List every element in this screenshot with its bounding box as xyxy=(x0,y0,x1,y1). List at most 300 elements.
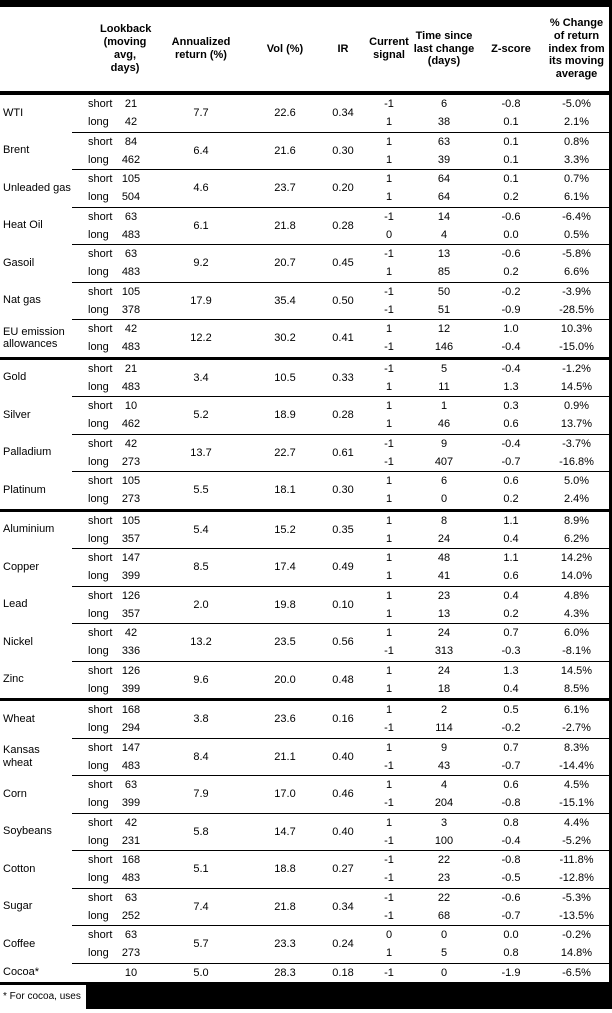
vol-value: 21.6 xyxy=(274,144,296,157)
annualized-return-value: 6.4 xyxy=(193,144,209,157)
current-signal-value: 1 xyxy=(385,607,393,620)
lookback-value: 42 xyxy=(124,437,138,450)
zscore-value: 0.4 xyxy=(503,682,519,695)
time-since-change-value: 407 xyxy=(434,455,454,468)
commodity-name: Copper xyxy=(3,560,40,573)
lookback-value: 273 xyxy=(121,947,141,960)
annualized-return-value: 3.8 xyxy=(193,713,209,726)
column-header-zscore-label: Z-score xyxy=(491,42,531,55)
time-since-change-value: 23 xyxy=(437,872,451,885)
column-header-vol xyxy=(252,7,318,91)
vol-value: 19.8 xyxy=(274,598,296,611)
vol-value: 18.8 xyxy=(274,863,296,876)
commodity-name: Kansas wheat xyxy=(3,744,40,769)
current-signal-value: -1 xyxy=(384,834,394,847)
commodity-group xyxy=(0,851,609,888)
pct-change-value: -28.5% xyxy=(559,303,594,316)
time-since-change-value: 22 xyxy=(437,891,451,904)
column-header-vol-label: Vol (%) xyxy=(266,42,304,55)
column-header-current-signal xyxy=(368,7,410,91)
annualized-return-value: 2.0 xyxy=(193,598,209,611)
vol-value: 23.6 xyxy=(274,713,296,726)
vol-value: 18.9 xyxy=(274,409,296,422)
ir-value: 0.30 xyxy=(332,144,354,157)
period-label: short xyxy=(88,362,113,375)
commodity-group xyxy=(0,926,609,963)
current-signal-value: -1 xyxy=(384,797,394,810)
period-label: short xyxy=(88,854,113,867)
zscore-value: 0.7 xyxy=(503,741,519,754)
lookback-value: 21 xyxy=(124,362,138,375)
commodity-name: WTI xyxy=(3,106,24,119)
time-since-change-value: 9 xyxy=(440,437,448,450)
zscore-value: -0.7 xyxy=(501,759,521,772)
lookback-value: 42 xyxy=(124,816,138,829)
annualized-return-value: 3.4 xyxy=(193,371,209,384)
current-signal-value: 1 xyxy=(385,135,393,148)
time-since-change-value: 85 xyxy=(437,266,451,279)
zscore-value: -0.6 xyxy=(501,891,521,904)
period-label xyxy=(72,964,112,982)
zscore-value: -0.8 xyxy=(501,797,521,810)
zscore-value: -0.8 xyxy=(501,98,521,111)
current-signal-value: -1 xyxy=(384,303,394,316)
ir-value: 0.30 xyxy=(332,484,354,497)
ir-value: 0.46 xyxy=(332,788,354,801)
ir-value: 0.20 xyxy=(332,182,354,195)
time-since-change-value: 48 xyxy=(437,552,451,565)
time-since-change-value: 0 xyxy=(440,493,448,506)
pct-change-value: -5.3% xyxy=(562,891,591,904)
current-signal-value: 1 xyxy=(385,682,393,695)
lookback-value: 168 xyxy=(121,704,141,717)
current-signal-value: 1 xyxy=(385,741,393,754)
pct-change-value: 6.6% xyxy=(563,266,590,279)
pct-change-value: 14.5% xyxy=(560,664,593,677)
time-since-change-value: 9 xyxy=(440,741,448,754)
period-label: short xyxy=(88,437,113,450)
current-signal-value: -1 xyxy=(384,98,394,111)
commodity-group xyxy=(0,739,609,776)
zscore-value: 0.4 xyxy=(503,589,519,602)
lookback-value: 336 xyxy=(121,645,141,658)
ir-value: 0.61 xyxy=(332,446,354,459)
lookback-value: 483 xyxy=(121,872,141,885)
annualized-return-value: 12.2 xyxy=(190,332,212,345)
annualized-return-value: 7.7 xyxy=(193,107,209,120)
pct-change-value: 0.7% xyxy=(563,173,590,186)
period-label: short xyxy=(88,664,113,677)
ir-value: 0.56 xyxy=(332,636,354,649)
time-since-change-value: 6 xyxy=(440,475,448,488)
pct-change-value: -2.7% xyxy=(562,722,591,735)
current-signal-value: 0 xyxy=(385,228,393,241)
time-since-change-value: 114 xyxy=(435,722,453,735)
current-signal-value: 1 xyxy=(385,493,393,506)
current-signal-value: -1 xyxy=(384,891,394,904)
pct-change-value: 6.1% xyxy=(563,704,590,717)
commodity-group xyxy=(0,397,609,434)
period-label: long xyxy=(88,722,109,735)
current-signal-value: -1 xyxy=(384,285,394,298)
period-label: long xyxy=(88,266,109,279)
commodity-group xyxy=(0,701,609,738)
commodity-name: Aluminium xyxy=(3,523,55,536)
commodity-name: Soybeans xyxy=(3,825,52,838)
commodity-name: Sugar xyxy=(3,900,33,913)
time-since-change-value: 6 xyxy=(440,98,448,111)
current-signal-value: 1 xyxy=(385,380,393,393)
ir-value: 0.40 xyxy=(332,825,354,838)
footnote-text: * For cocoa, uses xyxy=(3,991,81,1003)
vol-value: 23.5 xyxy=(274,636,296,649)
zscore-value: 0.0 xyxy=(503,228,519,241)
commodity-group xyxy=(0,889,609,926)
lookback-value: 63 xyxy=(124,891,138,904)
period-label: long xyxy=(88,418,109,431)
period-label: short xyxy=(88,248,113,261)
pct-change-value: 4.3% xyxy=(563,607,590,620)
lookback-value: 399 xyxy=(121,797,141,810)
commodity-group xyxy=(0,95,609,132)
pct-change-value: 14.5% xyxy=(560,380,593,393)
lookback-value: 294 xyxy=(121,722,141,735)
commodity-name: Heat Oil xyxy=(3,219,43,232)
lookback-value: 483 xyxy=(121,266,141,279)
lookback-value: 462 xyxy=(121,418,141,431)
period-label: long xyxy=(88,455,109,468)
zscore-value: 0.0 xyxy=(503,929,519,942)
current-signal-value: 1 xyxy=(385,266,393,279)
commodity-group xyxy=(0,964,609,982)
period-label: short xyxy=(88,323,113,336)
table-footer xyxy=(0,985,612,1009)
ir-value: 0.27 xyxy=(332,863,354,876)
zscore-value: -0.3 xyxy=(501,645,521,658)
lookback-value: 399 xyxy=(121,570,141,583)
pct-change-value: 4.5% xyxy=(563,779,590,792)
lookback-value: 21 xyxy=(124,98,138,111)
annualized-return-value: 5.0 xyxy=(193,966,209,979)
period-label: short xyxy=(88,929,113,942)
period-label: short xyxy=(88,400,113,413)
zscore-value: 0.8 xyxy=(503,816,519,829)
vol-value: 14.7 xyxy=(274,825,296,838)
lookback-value: 462 xyxy=(121,153,141,166)
commodity-name: Nat gas xyxy=(3,294,41,307)
period-label: short xyxy=(88,475,113,488)
column-header-time-since-change-label: Time since last change (days) xyxy=(413,29,475,68)
lookback-value: 231 xyxy=(121,834,141,847)
time-since-change-value: 22 xyxy=(437,854,451,867)
current-signal-value: 1 xyxy=(385,191,393,204)
vol-value: 21.8 xyxy=(274,900,296,913)
vol-value: 21.1 xyxy=(274,750,296,763)
annualized-return-value: 7.9 xyxy=(193,788,209,801)
pct-change-value: -8.1% xyxy=(562,645,591,658)
current-signal-value: -1 xyxy=(384,437,394,450)
zscore-value: 0.6 xyxy=(503,779,519,792)
period-label: short xyxy=(88,891,113,904)
pct-change-value: 0.5% xyxy=(563,228,590,241)
ir-value: 0.34 xyxy=(332,107,354,120)
current-signal-value: 1 xyxy=(385,589,393,602)
lookback-value: 105 xyxy=(121,475,141,488)
vol-value: 15.2 xyxy=(274,523,296,536)
time-since-change-value: 13 xyxy=(437,607,451,620)
commodity-group xyxy=(0,662,609,699)
pct-change-value: -5.0% xyxy=(562,98,591,111)
period-label: short xyxy=(88,135,113,148)
period-label: long xyxy=(88,682,109,695)
time-since-change-value: 13 xyxy=(437,248,451,261)
ir-value: 0.40 xyxy=(332,750,354,763)
zscore-value: -0.8 xyxy=(501,854,521,867)
time-since-change-value: 68 xyxy=(437,909,451,922)
lookback-value: 126 xyxy=(121,664,141,677)
zscore-value: -0.6 xyxy=(501,248,521,261)
time-since-change-value: 4 xyxy=(440,228,448,241)
vol-value: 10.5 xyxy=(274,371,296,384)
annualized-return-value: 4.6 xyxy=(193,182,209,195)
column-header-current-signal-label: Current signal xyxy=(369,36,409,61)
pct-change-value: 8.9% xyxy=(563,514,590,527)
commodity-group xyxy=(0,512,609,549)
zscore-value: -0.4 xyxy=(501,341,521,354)
annualized-return-value: 6.1 xyxy=(193,219,209,232)
time-since-change-value: 146 xyxy=(434,341,454,354)
commodity-name: Zinc xyxy=(3,673,24,686)
lookback-value: 147 xyxy=(121,552,141,565)
pct-change-value: -15.1% xyxy=(559,797,594,810)
current-signal-value: 1 xyxy=(385,552,393,565)
column-header-lookback-label: Lookback (moving avg, days) xyxy=(100,23,152,74)
commodity-group xyxy=(0,549,609,586)
period-label: long xyxy=(88,228,109,241)
column-header-pct-change xyxy=(544,7,609,91)
ir-value: 0.50 xyxy=(332,294,354,307)
period-label: short xyxy=(88,98,113,111)
pct-change-value: 14.8% xyxy=(560,947,593,960)
commodity-name: Brent xyxy=(3,144,30,157)
vol-value: 20.0 xyxy=(274,673,296,686)
commodity-group xyxy=(0,814,609,851)
pct-change-value: 0.9% xyxy=(563,400,590,413)
current-signal-value: 1 xyxy=(385,627,393,640)
lookback-value: 10 xyxy=(124,966,138,979)
zscore-value: 0.1 xyxy=(503,153,519,166)
pct-change-value: -0.2% xyxy=(562,929,591,942)
pct-change-value: 0.8% xyxy=(563,135,590,148)
pct-change-value: 2.4% xyxy=(563,493,590,506)
time-since-change-value: 100 xyxy=(434,834,454,847)
ir-value: 0.24 xyxy=(332,938,354,951)
period-label: short xyxy=(88,704,113,717)
pct-change-value: -6.4% xyxy=(562,210,591,223)
commodity-name: Unleaded gas xyxy=(3,181,71,194)
lookback-value: 483 xyxy=(121,228,141,241)
period-label: long xyxy=(88,909,109,922)
table-body xyxy=(0,95,609,982)
pct-change-value: -15.0% xyxy=(559,341,594,354)
column-header-zscore xyxy=(478,7,544,91)
lookback-value: 483 xyxy=(121,759,141,772)
time-since-change-value: 38 xyxy=(437,116,451,129)
pct-change-value: -12.8% xyxy=(559,872,594,885)
annualized-return-value: 9.6 xyxy=(193,673,209,686)
time-since-change-value: 23 xyxy=(437,589,451,602)
time-since-change-value: 24 xyxy=(437,627,451,640)
time-since-change-value: 1 xyxy=(440,400,448,413)
annualized-return-value: 5.8 xyxy=(193,825,209,838)
commodity-name: Coffee xyxy=(3,937,36,950)
zscore-value: 1.1 xyxy=(503,514,519,527)
zscore-value: -0.4 xyxy=(501,437,521,450)
vol-value: 17.4 xyxy=(274,561,296,574)
zscore-value: -0.2 xyxy=(501,722,521,735)
time-since-change-value: 64 xyxy=(437,173,451,186)
zscore-value: -0.9 xyxy=(501,303,521,316)
zscore-value: -0.4 xyxy=(501,362,521,375)
lookback-value: 378 xyxy=(121,303,141,316)
zscore-value: -0.5 xyxy=(501,872,521,885)
vol-value: 20.7 xyxy=(274,257,296,270)
vol-value: 17.0 xyxy=(274,788,296,801)
commodity-group xyxy=(0,170,609,207)
commodity-name: Gold xyxy=(3,371,27,384)
lookback-value: 483 xyxy=(121,380,141,393)
commodity-group xyxy=(0,472,609,509)
pct-change-value: 14.0% xyxy=(560,570,593,583)
zscore-value: 0.2 xyxy=(503,607,519,620)
current-signal-value: 1 xyxy=(385,173,393,186)
period-label: short xyxy=(88,816,113,829)
pct-change-value: -3.9% xyxy=(562,285,591,298)
current-signal-value: -1 xyxy=(384,759,394,772)
period-label: short xyxy=(88,285,113,298)
period-label: long xyxy=(88,947,109,960)
zscore-value: -0.4 xyxy=(501,834,521,847)
zscore-value: 1.1 xyxy=(503,552,519,565)
lookback-value: 147 xyxy=(121,741,141,754)
period-label: short xyxy=(88,514,113,527)
annualized-return-value: 5.2 xyxy=(193,409,209,422)
current-signal-value: 1 xyxy=(385,570,393,583)
column-header-ir-label: IR xyxy=(337,42,349,55)
pct-change-value: 8.5% xyxy=(563,682,590,695)
time-since-change-value: 51 xyxy=(437,303,451,316)
lookback-value: 168 xyxy=(121,854,141,867)
annualized-return-value: 5.7 xyxy=(193,938,209,951)
time-since-change-value: 50 xyxy=(437,285,451,298)
zscore-value: 0.1 xyxy=(503,116,519,129)
ir-value: 0.49 xyxy=(332,561,354,574)
current-signal-value: 1 xyxy=(385,704,393,717)
time-since-change-value: 313 xyxy=(434,645,454,658)
commodity-group xyxy=(0,587,609,624)
pct-change-value: -5.8% xyxy=(562,248,591,261)
vol-value: 21.8 xyxy=(274,219,296,232)
period-label: long xyxy=(88,872,109,885)
pct-change-value: 14.2% xyxy=(560,552,593,565)
zscore-value: 1.3 xyxy=(503,664,519,677)
zscore-value: 0.8 xyxy=(503,947,519,960)
zscore-value: 0.4 xyxy=(503,532,519,545)
ir-value: 0.18 xyxy=(332,966,354,979)
period-label: long xyxy=(88,341,109,354)
current-signal-value: -1 xyxy=(384,854,394,867)
vol-value: 18.1 xyxy=(274,484,296,497)
pct-change-value: -5.2% xyxy=(562,834,591,847)
pct-change-value: 3.3% xyxy=(563,153,590,166)
time-since-change-value: 11 xyxy=(438,380,450,393)
period-label: long xyxy=(88,759,109,772)
period-label: long xyxy=(88,570,109,583)
current-signal-value: 1 xyxy=(385,947,393,960)
commodity-group xyxy=(0,245,609,282)
table-header-row xyxy=(0,7,609,95)
period-label: long xyxy=(88,607,109,620)
current-signal-value: -1 xyxy=(384,341,394,354)
current-signal-value: 1 xyxy=(385,779,393,792)
period-label: long xyxy=(88,303,109,316)
time-since-change-value: 41 xyxy=(437,570,451,583)
lookback-value: 84 xyxy=(124,135,138,148)
ir-value: 0.34 xyxy=(332,900,354,913)
time-since-change-value: 46 xyxy=(437,418,451,431)
time-since-change-value: 4 xyxy=(440,779,448,792)
pct-change-value: -16.8% xyxy=(559,455,594,468)
commodity-group xyxy=(0,624,609,661)
pct-change-value: 6.2% xyxy=(563,532,590,545)
period-label: short xyxy=(88,741,113,754)
time-since-change-value: 5 xyxy=(440,947,448,960)
zscore-value: -0.2 xyxy=(501,285,521,298)
current-signal-value: 1 xyxy=(385,664,393,677)
time-since-change-value: 24 xyxy=(437,532,451,545)
commodity-name: Gasoil xyxy=(3,256,35,269)
time-since-change-value: 204 xyxy=(434,797,454,810)
zscore-value: 0.5 xyxy=(503,704,519,717)
footnote xyxy=(0,985,86,1009)
column-header-annualized-return-label: Annualized return (%) xyxy=(171,36,231,61)
table-top-border xyxy=(0,0,609,7)
zscore-value: 0.3 xyxy=(503,400,519,413)
pct-change-value: 4.8% xyxy=(563,589,590,602)
ir-value: 0.35 xyxy=(332,523,354,536)
time-since-change-value: 63 xyxy=(437,135,451,148)
column-header-ir xyxy=(318,7,368,91)
current-signal-value: -1 xyxy=(384,909,394,922)
current-signal-value: 0 xyxy=(385,929,393,942)
period-label: short xyxy=(88,589,113,602)
zscore-value: -1.9 xyxy=(501,966,521,979)
lookback-value: 357 xyxy=(121,532,141,545)
current-signal-value: -1 xyxy=(384,455,394,468)
commodity-group xyxy=(0,776,609,813)
current-signal-value: 1 xyxy=(385,532,393,545)
commodity-name: Silver xyxy=(3,408,31,421)
lookback-value: 63 xyxy=(124,210,138,223)
zscore-value: 0.2 xyxy=(503,191,519,204)
lookback-value: 105 xyxy=(121,285,141,298)
current-signal-value: -1 xyxy=(384,645,394,658)
period-label: short xyxy=(88,779,113,792)
pct-change-value: -13.5% xyxy=(559,909,594,922)
ir-value: 0.33 xyxy=(332,371,354,384)
current-signal-value: -1 xyxy=(384,722,394,735)
lookback-value: 105 xyxy=(121,173,141,186)
